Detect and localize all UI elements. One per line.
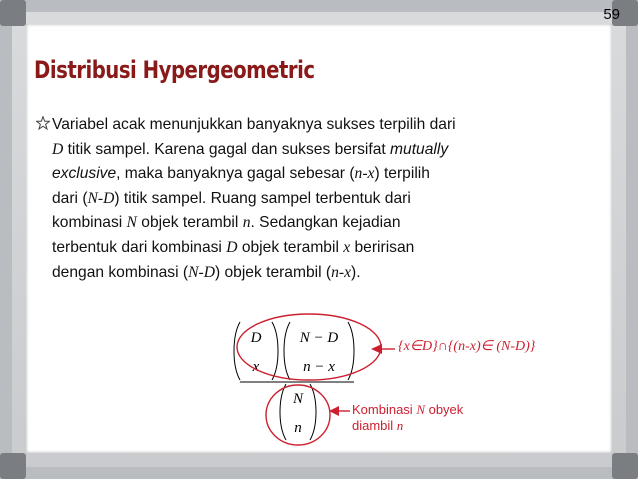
binom-bottom: n bbox=[294, 420, 302, 436]
emphasis-text: exclusive bbox=[52, 165, 117, 183]
math-var: n-x bbox=[354, 165, 375, 183]
text-segment: ) titik sampel. Ruang sampel terbentuk dari bbox=[114, 189, 411, 207]
slide-title: Distribusi Hypergeometric bbox=[34, 56, 315, 84]
text-segment: diambil bbox=[352, 418, 397, 433]
text-segment: titik sampel. Karena gagal dan sukses bersifat bbox=[63, 140, 391, 158]
math-var: n-x bbox=[331, 263, 352, 281]
binom-top: N bbox=[292, 391, 304, 407]
highlight-ellipse bbox=[237, 314, 381, 380]
kombinasi-annotation bbox=[352, 402, 463, 434]
math-var: N-D bbox=[188, 263, 215, 281]
text-segment: terbentuk dari kombinasi bbox=[52, 238, 227, 256]
text-segment: Variabel acak menunjukkan banyaknya sukses terpilih dari bbox=[52, 116, 456, 133]
arrow-head bbox=[371, 344, 382, 354]
math-var: n bbox=[396, 418, 404, 433]
highlight-ellipse bbox=[266, 385, 330, 445]
text-segment: ). bbox=[351, 263, 361, 281]
math-var: N bbox=[126, 214, 137, 232]
text-segment: . Sedangkan kejadian bbox=[250, 214, 401, 232]
math-var: D bbox=[226, 238, 238, 256]
binom-top: D bbox=[250, 330, 262, 346]
text-segment: dengan kombinasi ( bbox=[52, 263, 189, 281]
text-segment: kombinasi bbox=[52, 214, 127, 232]
set-annotation: {x∈D}∩{(n-x)∈ (N-D)} bbox=[398, 339, 536, 354]
page-number: 59 bbox=[603, 6, 620, 23]
math-var: n bbox=[242, 214, 251, 232]
binom-top: N − D bbox=[299, 330, 339, 346]
binom-bottom: x bbox=[252, 359, 260, 375]
text-segment: obyek bbox=[424, 402, 464, 417]
math-var: D bbox=[52, 140, 64, 158]
binom-bottom: n − x bbox=[303, 359, 335, 375]
text-segment: dari ( bbox=[52, 189, 88, 207]
text-segment: ) objek terambil ( bbox=[214, 263, 332, 281]
text-segment: , maka banyaknya gagal sebesar ( bbox=[116, 165, 355, 183]
text-segment: ) terpilih bbox=[374, 165, 430, 183]
text-segment: objek terambil bbox=[136, 214, 243, 232]
text-segment: Kombinasi bbox=[352, 402, 417, 417]
math-var: N bbox=[416, 402, 425, 417]
text-segment: objek terambil bbox=[237, 238, 344, 256]
text-segment: beririsan bbox=[350, 238, 415, 256]
math-var: x bbox=[343, 238, 351, 256]
emphasis-text: mutually bbox=[390, 140, 449, 158]
math-var: N-D bbox=[87, 189, 115, 207]
